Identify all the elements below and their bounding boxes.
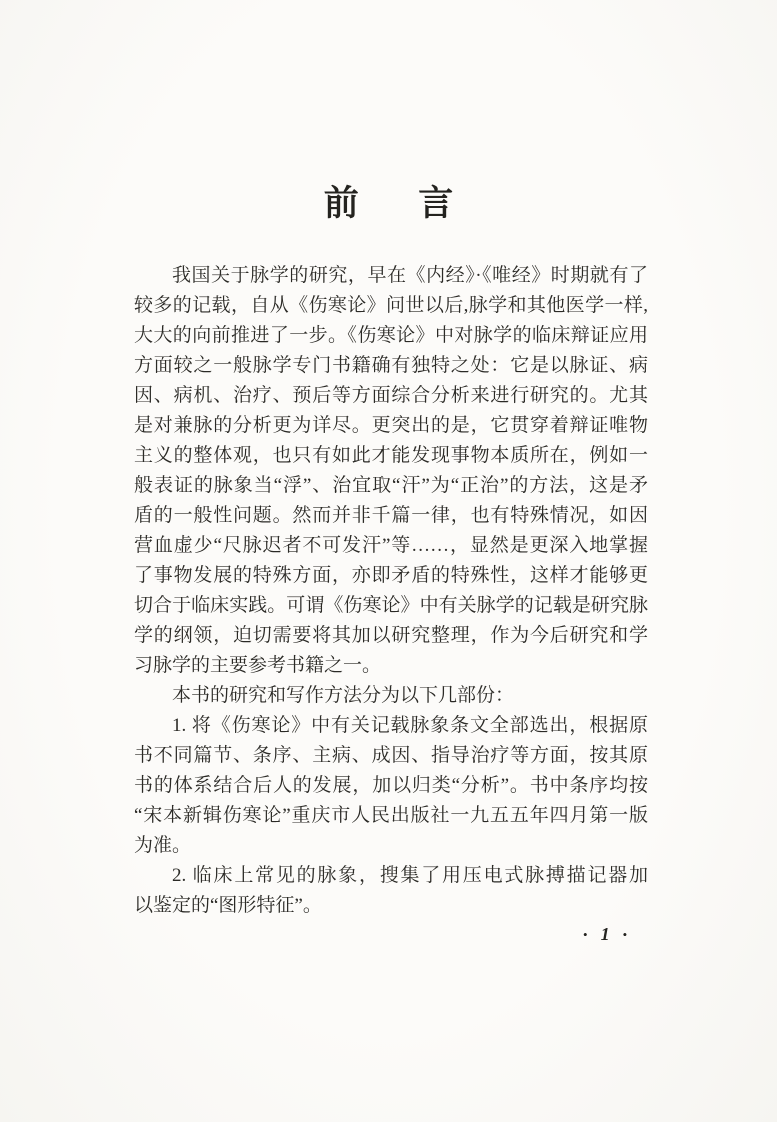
text-line: 方面较之一般脉学专门书籍确有独特之处：它是以脉证、病: [134, 355, 648, 376]
text-line: 学的纲领，迫切需要将其加以研究整理，作为今后研究和学: [134, 625, 648, 646]
text-line: 2. 临床上常见的脉象，搜集了用压电式脉搏描记器加: [172, 865, 648, 886]
text-line: “宋本新辑伤寒论”重庆市人民出版社一九五五年四月第一版: [134, 805, 648, 826]
page-number-right-dot: •: [622, 926, 628, 942]
text-line: 主义的整体观，也只有如此才能发现事物本质所在，例如一: [134, 445, 648, 466]
text-line: 营血虚少“尺脉迟者不可发汗”等……，显然是更深入地掌握: [134, 535, 648, 556]
text-line: 习脉学的主要参考书籍之一。: [134, 655, 382, 676]
page-number: [583, 925, 627, 943]
text-line: 了事物发展的特殊方面，亦即矛盾的特殊性，这样才能够更: [134, 565, 648, 586]
text-line: 1. 将《伤寒论》中有关记载脉象条文全部选出，根据原: [172, 715, 648, 736]
page-title: 前 言: [323, 184, 466, 223]
text-line: 较多的记载，自从《伤寒论》问世以后,脉学和其他医学一样,: [134, 295, 648, 316]
text-line: 我国关于脉学的研究，早在《内经》·《唯经》时期就有了: [172, 265, 648, 286]
text-line: 般表证的脉象当“浮”、治宜取“汗”为“正治”的方法，这是矛: [134, 475, 648, 496]
page-number-left-dot: •: [583, 926, 588, 942]
text-line: 是对兼脉的分析更为详尽。更突出的是，它贯穿着辩证唯物: [134, 415, 648, 436]
text-line: 本书的研究和写作方法分为以下几部份：: [172, 685, 515, 706]
text-line: 书不同篇节、条序、主病、成因、指导治疗等方面，按其原: [134, 745, 648, 766]
text-line: 书的体系结合后人的发展，加以归类“分析”。书中条序均按: [134, 775, 648, 796]
text-line: 切合于临床实践。可谓《伤寒论》中有关脉学的记载是研究脉: [134, 595, 648, 616]
text-line: 以鉴定的“图形特征”。: [134, 895, 322, 916]
preface-text-block: [134, 261, 648, 921]
text-line: 因、病机、治疗、预后等方面综合分析来进行研究的。尤其: [134, 385, 648, 406]
text-line: 盾的一般性问题。然而并非千篇一律，也有特殊情况，如因: [134, 505, 648, 526]
page-number-value: 1: [600, 924, 610, 944]
text-line: 大大的向前推进了一步。《伤寒论》中对脉学的临床辩证应用: [134, 325, 648, 346]
text-line: 为准。: [134, 835, 192, 856]
